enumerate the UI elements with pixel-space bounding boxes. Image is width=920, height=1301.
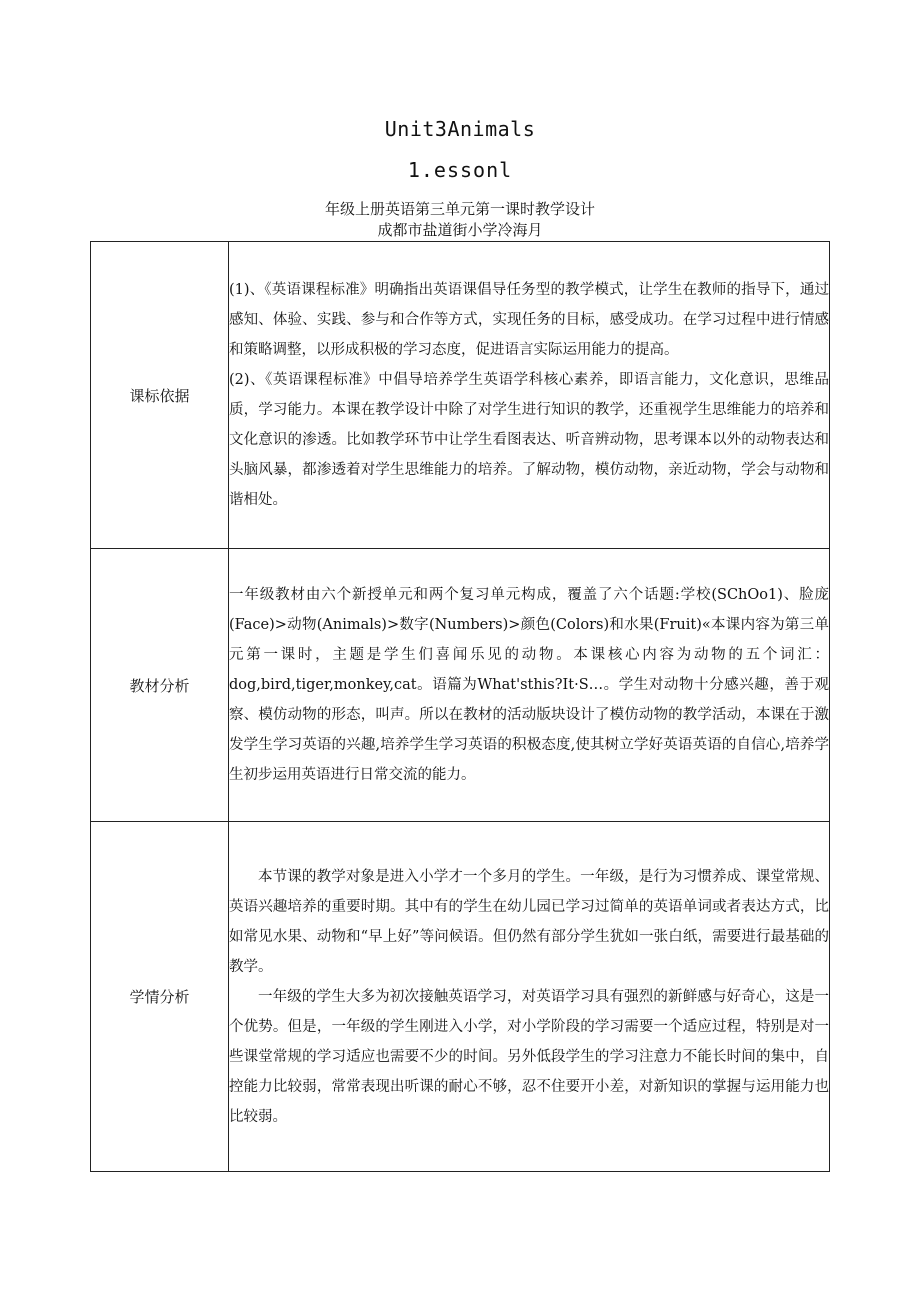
- table-row-student-analysis: [91, 822, 830, 1172]
- table-row-textbook-analysis: [91, 549, 830, 822]
- paragraph: (2)、《英语课程标准》中倡导培养学生英语学科核心素养，即语言能力，文化意识，思维品质，学习能力。本课在教学设计中除了对学生进行知识的教学，还重视学生思维能力的培养和文化意识的渗透。比如教学环节中让学生看图表达、听音辨动物，思考课本以外的动物表达和头脑风暴，都渗透着对学生思维能力的培养。了解动物，模仿动物，亲近动物，学会与动物和谐相处。: [229, 372, 829, 508]
- lesson-title: 1.essonl: [407, 158, 513, 182]
- author-line: 成都市盐道街小学冷海月: [377, 221, 543, 239]
- paragraph: 一年级的学生大多为初次接触英语学习，对英语学习具有强烈的新鲜感与好奇心，这是一个优势。但是，一年级的学生刚进入小学，对小学阶段的学习需要一个适应过程，特别是对一些课堂常规的学习适应也需要不少的时间。另外低段学生的学习注意力不能长时间的集中，自控能力比较弱，常常表现出听课的耐心不够，忍不住要开小差，对新知识的掌握与运用能力也比较弱。: [229, 988, 829, 1125]
- row-content: [229, 242, 830, 549]
- row-label: 学情分析: [91, 822, 229, 1172]
- row-content: [229, 822, 830, 1172]
- paragraph: (1)、《英语课程标准》明确指出英语课倡导任务型的教学模式，让学生在教师的指导下，通过感知、体验、实践、参与和合作等方式，实现任务的目标，感受成功。在学习过程中进行情感和策略调整，以形成积极的学习态度，促进语言实际运用能力的提高。: [229, 282, 829, 358]
- row-label: 课标依据: [91, 242, 229, 549]
- unit-title: Unit3Animals: [384, 117, 536, 141]
- row-label: 教材分析: [91, 549, 229, 822]
- paragraph: 本节课的教学对象是进入小学才一个多月的学生。一年级，是行为习惯养成、课堂常规、英语兴趣培养的重要时期。其中有的学生在幼儿园已学习过简单的英语单词或者表达方式，比如常见水果、动物和“早上好”等问候语。但仍然有部分学生犹如一张白纸，需要进行最基础的教学。: [229, 868, 829, 975]
- lesson-plan-table: [90, 241, 830, 1172]
- document-subtitle: 年级上册英语第三单元第一课时教学设计: [324, 200, 595, 218]
- table-row-curriculum-basis: [91, 242, 830, 549]
- row-content: [229, 549, 830, 822]
- paragraph: 一年级教材由六个新授单元和两个复习单元构成，覆盖了六个话题:学校(SChOo1)、脸庞(Face)>动物(Animals)>数字(Numbers)>颜色(Colors)和水果(Fruit)«本课内容为第三单元第一课时，主题是学生们喜闻乐见的动物。本课核心内容为动物的五个词汇：dog,bird,tiger,monkey,cat。语篇为What'sthis?It·S…。学生对动物十分感兴趣，善于观察、模仿动物的形态，叫声。所以在教材的活动版块设计了模仿动物的教学活动，本课在于激发学生学习英语的兴趣,培养学生学习英语的积极态度,使其树立学好英语英语的自信心,培养学生初步运用英语进行日常交流的能力。: [229, 587, 829, 783]
